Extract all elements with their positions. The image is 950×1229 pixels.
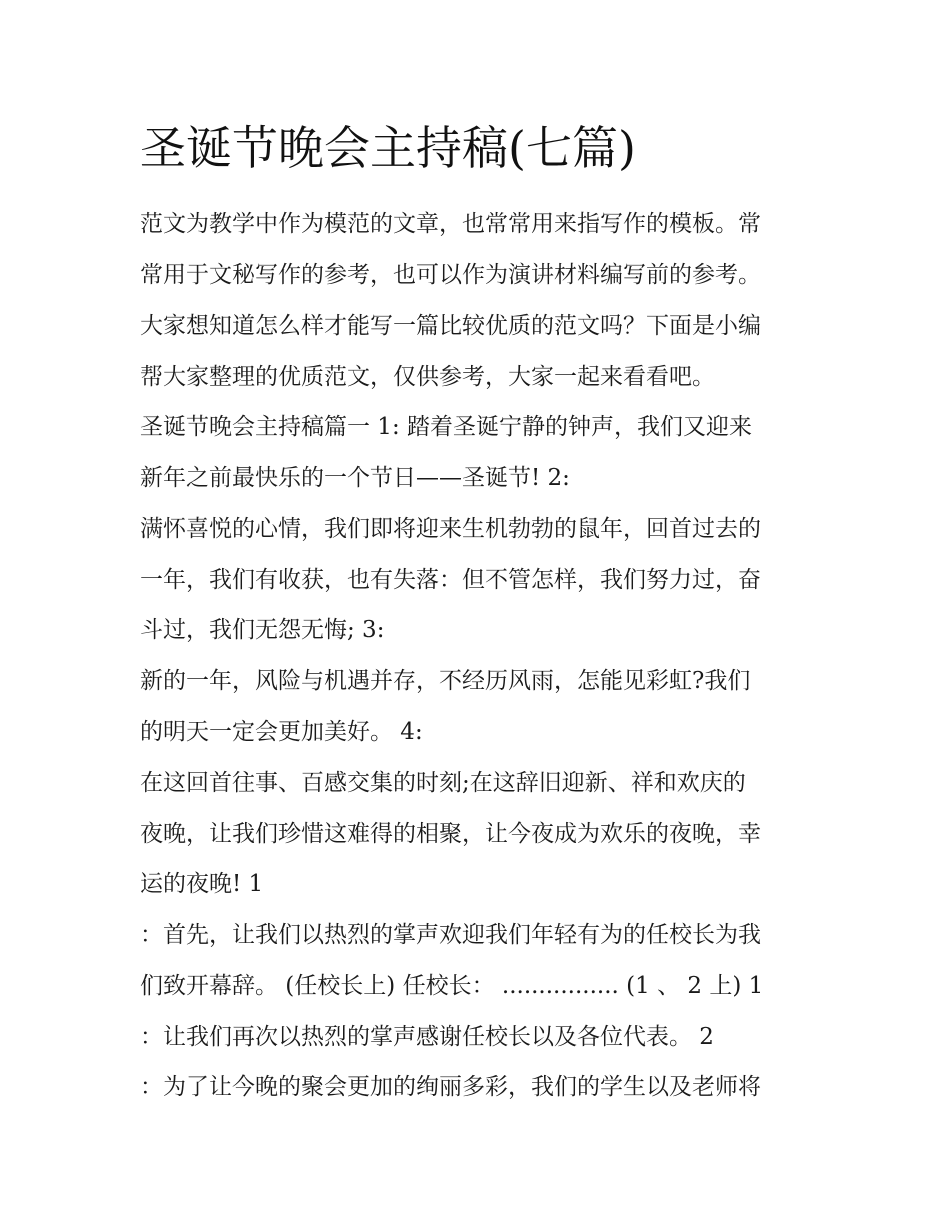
body-line: 满怀喜悦的心情，我们即将迎来生机勃勃的鼠年，回首过去的 xyxy=(140,516,761,542)
body-line: 常用于文秘写作的参考，也可以作为演讲材料编写前的参考。 xyxy=(140,262,761,288)
body-line: ：首先，让我们以热烈的掌声欢迎我们年轻有为的任校长为我 xyxy=(140,922,761,948)
body-line: 帮大家整理的优质范文，仅供参考，大家一起来看看吧。 xyxy=(140,364,715,390)
body-line: 运的夜晚! 1 xyxy=(140,871,264,897)
body-line: 圣诞节晚会主持稿篇一 1: 踏着圣诞宁静的钟声，我们又迎来 xyxy=(140,414,753,440)
body-line: 范文为教学中作为模范的文章，也常常用来指写作的模板。常 xyxy=(140,211,761,237)
body-line: ：让我们再次以热烈的掌声感谢任校长以及各位代表。 2 xyxy=(140,1024,714,1050)
body-line: 大家想知道怎么样才能写一篇比较优质的范文吗？下面是小编 xyxy=(140,313,761,339)
body-line: 在这回首往事、百感交集的时刻;在这辞旧迎新、祥和欢庆的 xyxy=(140,770,746,796)
document-title: 圣诞节晚会主持稿(七篇) xyxy=(140,121,636,175)
body-line: 新的一年，风险与机遇并存，不经历风雨，怎能见彩虹?我们 xyxy=(140,668,751,694)
body-line: ：为了让今晚的聚会更加的绚丽多彩，我们的学生以及老师将 xyxy=(140,1074,761,1100)
body-line: 一年，我们有收获，也有失落：但不管怎样，我们努力过，奋 xyxy=(140,567,761,593)
body-line: 夜晚，让我们珍惜这难得的相聚，让今夜成为欢乐的夜晚，幸 xyxy=(140,821,761,847)
body-line: 的明天一定会更加美好。 4: xyxy=(140,719,423,745)
body-line: 们致开幕辞。 (任校长上) 任校长： ................ (1 、 2 上) 1 xyxy=(140,973,764,999)
body-line: 新年之前最快乐的一个节日——圣诞节! 2: xyxy=(140,465,570,491)
body-line: 斗过，我们无怨无悔; 3: xyxy=(140,617,385,643)
